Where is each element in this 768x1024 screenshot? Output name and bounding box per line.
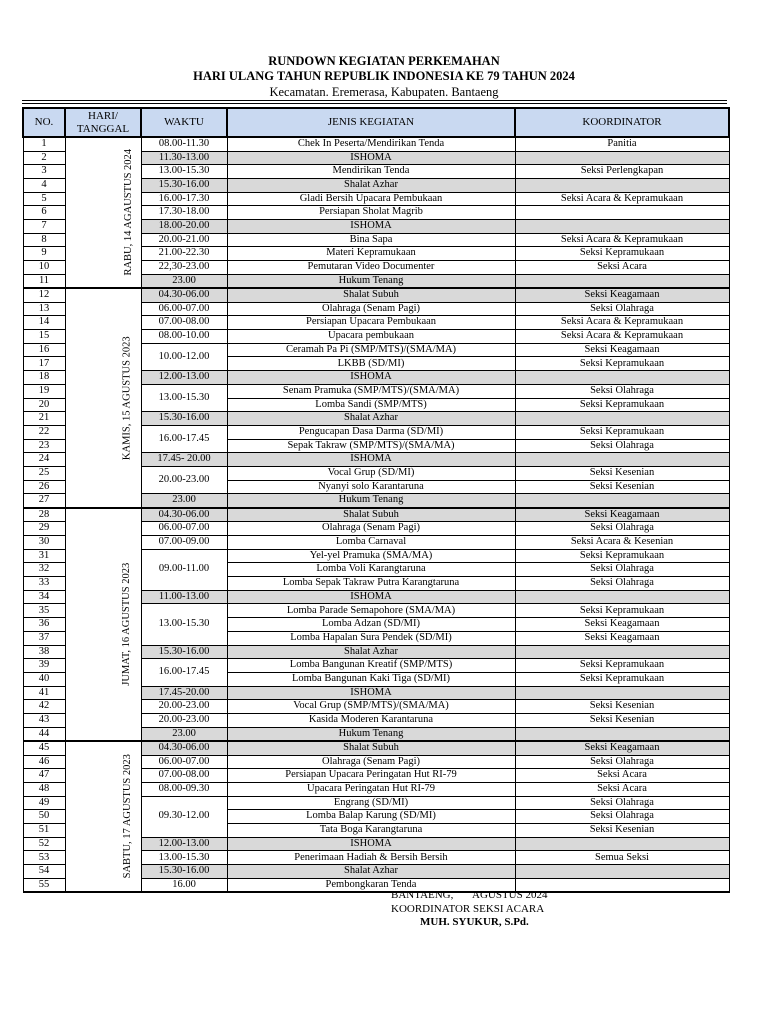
row-number: 13 — [23, 302, 65, 316]
activity-cell: Persiapan Upacara Pembukaan — [227, 316, 515, 330]
time-cell: 04.30-06.00 — [141, 508, 227, 522]
coordinator-cell: Seksi Acara — [515, 261, 729, 275]
activity-cell: Yel-yel Pramuka (SMA/MA) — [227, 549, 515, 563]
coordinator-cell — [515, 151, 729, 165]
coordinator-cell: Seksi Kepramukaan — [515, 549, 729, 563]
row-number: 51 — [23, 824, 65, 838]
activity-cell: Pemutaran Video Documenter — [227, 261, 515, 275]
activity-cell: ISHOMA — [227, 837, 515, 851]
coordinator-cell: Seksi Kesenian — [515, 466, 729, 480]
activity-cell: Pembongkaran Tenda — [227, 878, 515, 892]
activity-cell: Lomba Hapalan Sura Pendek (SD/MI) — [227, 631, 515, 645]
coordinator-cell: Seksi Kesenian — [515, 713, 729, 727]
row-number: 18 — [23, 371, 65, 385]
row-number: 21 — [23, 412, 65, 426]
time-cell: 20.00-23.00 — [141, 713, 227, 727]
row-number: 31 — [23, 549, 65, 563]
activity-cell: Olahraga (Senam Pagi) — [227, 755, 515, 769]
time-cell: 23.00 — [141, 494, 227, 508]
coordinator-cell: Seksi Kepramukaan — [515, 357, 729, 371]
coordinator-cell: Seksi Kepramukaan — [515, 659, 729, 673]
coordinator-cell — [515, 494, 729, 508]
activity-cell: Olahraga (Senam Pagi) — [227, 522, 515, 536]
row-number: 3 — [23, 165, 65, 179]
header-divider-top — [22, 100, 727, 101]
row-number: 22 — [23, 425, 65, 439]
row-number: 14 — [23, 316, 65, 330]
activity-cell: ISHOMA — [227, 219, 515, 233]
activity-cell: Lomba Parade Semapohore (SMA/MA) — [227, 604, 515, 618]
day-label: SABTU, 17 AGUSTUS 2023 — [121, 754, 133, 879]
activity-cell: Engrang (SD/MI) — [227, 796, 515, 810]
coordinator-cell: Seksi Olahraga — [515, 796, 729, 810]
row-number: 16 — [23, 343, 65, 357]
table-row — [23, 137, 729, 151]
activity-cell: Lomba Voli Karangtaruna — [227, 563, 515, 577]
coordinator-cell: Seksi Keagamaan — [515, 343, 729, 357]
time-cell: 06.00-07.00 — [141, 522, 227, 536]
coordinator-cell — [515, 219, 729, 233]
table-header-row — [23, 108, 729, 137]
coordinator-cell — [515, 837, 729, 851]
time-cell: 08.00-09.30 — [141, 783, 227, 797]
row-number: 28 — [23, 508, 65, 522]
time-cell: 13.00-15.30 — [141, 165, 227, 179]
signature-name: MUH. SYUKUR, S.Pd. — [420, 916, 529, 928]
row-number: 1 — [23, 137, 65, 151]
row-number: 15 — [23, 330, 65, 344]
time-cell: 15.30-16.00 — [141, 412, 227, 426]
activity-cell: ISHOMA — [227, 151, 515, 165]
activity-cell: Gladi Bersih Upacara Pembukaan — [227, 192, 515, 206]
time-cell: 16.00 — [141, 878, 227, 892]
activity-cell: Shalat Azhar — [227, 412, 515, 426]
coordinator-cell — [515, 727, 729, 741]
coordinator-cell: Seksi Kesenian — [515, 700, 729, 714]
header-divider-bottom — [22, 103, 727, 104]
row-number: 11 — [23, 274, 65, 288]
row-number: 52 — [23, 837, 65, 851]
activity-cell: Vocal Grup (SMP/MTS)/(SMA/MA) — [227, 700, 515, 714]
coordinator-cell: Seksi Keagamaan — [515, 288, 729, 302]
col-header-day: HARI/ TANGGAL — [65, 108, 141, 137]
time-cell: 16.00-17.30 — [141, 192, 227, 206]
row-number: 9 — [23, 247, 65, 261]
coordinator-cell: Seksi Kepramukaan — [515, 247, 729, 261]
row-number: 50 — [23, 810, 65, 824]
time-cell: 15.30-16.00 — [141, 865, 227, 879]
activity-cell: ISHOMA — [227, 371, 515, 385]
activity-cell: Persiapan Upacara Peringatan Hut RI-79 — [227, 769, 515, 783]
time-cell: 17.45-20.00 — [141, 686, 227, 700]
activity-cell: Hukum Tenang — [227, 727, 515, 741]
time-cell: 11.00-13.00 — [141, 590, 227, 604]
activity-cell: ISHOMA — [227, 686, 515, 700]
coordinator-cell — [515, 453, 729, 467]
activity-cell: Penerimaan Hadiah & Bersih Bersih — [227, 851, 515, 865]
time-cell: 17.45- 20.00 — [141, 453, 227, 467]
activity-cell: Pengucapan Dasa Darma (SD/MI) — [227, 425, 515, 439]
coordinator-cell: Seksi Acara & Kesenian — [515, 536, 729, 550]
activity-cell: Lomba Bangunan Kaki Tiga (SD/MI) — [227, 672, 515, 686]
coordinator-cell: Seksi Kesenian — [515, 824, 729, 838]
col-header-activity: JENIS KEGIATAN — [227, 108, 515, 137]
row-number: 35 — [23, 604, 65, 618]
table-row — [23, 508, 729, 522]
row-number: 32 — [23, 563, 65, 577]
time-cell: 04.30-06.00 — [141, 741, 227, 755]
activity-cell: Ceramah Pa Pi (SMP/MTS)/(SMA/MA) — [227, 343, 515, 357]
activity-cell: ISHOMA — [227, 453, 515, 467]
coordinator-cell: Seksi Perlengkapan — [515, 165, 729, 179]
time-cell: 07.00-08.00 — [141, 769, 227, 783]
coordinator-cell: Seksi Acara — [515, 769, 729, 783]
coordinator-cell — [515, 412, 729, 426]
coordinator-cell: Seksi Keagamaan — [515, 508, 729, 522]
time-cell: 13.00-15.30 — [141, 384, 227, 411]
time-cell: 07.00-08.00 — [141, 316, 227, 330]
row-number: 19 — [23, 384, 65, 398]
activity-cell: Kasida Moderen Karantaruna — [227, 713, 515, 727]
time-cell: 20.00-21.00 — [141, 233, 227, 247]
activity-cell: Vocal Grup (SD/MI) — [227, 466, 515, 480]
coordinator-cell: Seksi Olahraga — [515, 384, 729, 398]
row-number: 17 — [23, 357, 65, 371]
time-cell: 23.00 — [141, 727, 227, 741]
activity-cell: Sepak Takraw (SMP/MTS)/(SMA/MA) — [227, 439, 515, 453]
time-cell: 15.30-16.00 — [141, 178, 227, 192]
coordinator-cell: Seksi Keagamaan — [515, 741, 729, 755]
activity-cell: Lomba Adzan (SD/MI) — [227, 618, 515, 632]
activity-cell: ISHOMA — [227, 590, 515, 604]
row-number: 5 — [23, 192, 65, 206]
activity-cell: Materi Kepramukaan — [227, 247, 515, 261]
activity-cell: Shalat Azhar — [227, 178, 515, 192]
row-number: 37 — [23, 631, 65, 645]
day-label: RABU, 14 AGAUSTUS 2024 — [122, 149, 134, 276]
time-cell: 13.00-15.30 — [141, 851, 227, 865]
time-cell: 07.00-09.00 — [141, 536, 227, 550]
day-cell — [65, 288, 141, 508]
coordinator-cell: Seksi Keagamaan — [515, 631, 729, 645]
coordinator-cell: Seksi Keagamaan — [515, 618, 729, 632]
table-row — [23, 741, 729, 755]
activity-cell: Nyanyi solo Karantaruna — [227, 480, 515, 494]
coordinator-cell: Seksi Kepramukaan — [515, 398, 729, 412]
row-number: 23 — [23, 439, 65, 453]
coordinator-cell: Seksi Acara & Kepramukaan — [515, 330, 729, 344]
coordinator-cell: Seksi Olahraga — [515, 302, 729, 316]
coordinator-cell: Seksi Acara & Kepramukaan — [515, 192, 729, 206]
col-header-no: NO. — [23, 108, 65, 137]
time-cell: 09.00-11.00 — [141, 549, 227, 590]
activity-cell: LKBB (SD/MI) — [227, 357, 515, 371]
time-cell: 06.00-07.00 — [141, 302, 227, 316]
activity-cell: Shalat Azhar — [227, 645, 515, 659]
row-number: 44 — [23, 727, 65, 741]
row-number: 25 — [23, 466, 65, 480]
row-number: 45 — [23, 741, 65, 755]
activity-cell: Olahraga (Senam Pagi) — [227, 302, 515, 316]
time-cell: 20.00-23.00 — [141, 700, 227, 714]
coordinator-cell: Seksi Olahraga — [515, 755, 729, 769]
row-number: 30 — [23, 536, 65, 550]
signature-role: KOORDINATOR SEKSI ACARA — [391, 903, 545, 915]
coordinator-cell: Seksi Kepramukaan — [515, 604, 729, 618]
document-location: Kecamatan. Eremerasa, Kabupaten. Bantaeng — [269, 85, 499, 99]
day-cell — [65, 508, 141, 741]
coordinator-cell — [515, 865, 729, 879]
table-row — [23, 288, 729, 302]
activity-cell: Senam Pramuka (SMP/MTS)/(SMA/MA) — [227, 384, 515, 398]
coordinator-cell — [515, 645, 729, 659]
time-cell: 13.00-15.30 — [141, 604, 227, 645]
time-cell: 11.30-13.00 — [141, 151, 227, 165]
row-number: 2 — [23, 151, 65, 165]
activity-cell: Shalat Azhar — [227, 865, 515, 879]
row-number: 49 — [23, 796, 65, 810]
row-number: 54 — [23, 865, 65, 879]
coordinator-cell — [515, 686, 729, 700]
coordinator-cell: Seksi Olahraga — [515, 563, 729, 577]
col-header-time: WAKTU — [141, 108, 227, 137]
day-cell — [65, 137, 141, 288]
time-cell: 23.00 — [141, 274, 227, 288]
activity-cell: Tata Boga Karangtaruna — [227, 824, 515, 838]
row-number: 43 — [23, 713, 65, 727]
col-header-coordinator: KOORDINATOR — [515, 108, 729, 137]
activity-cell: Mendirikan Tenda — [227, 165, 515, 179]
row-number: 33 — [23, 577, 65, 591]
coordinator-cell: Seksi Olahraga — [515, 522, 729, 536]
signature-place-date: BANTAENG, AGUSTUS 2024 — [391, 889, 548, 901]
activity-cell: Hukum Tenang — [227, 274, 515, 288]
coordinator-cell: Seksi Acara — [515, 783, 729, 797]
activity-cell: Lomba Carnaval — [227, 536, 515, 550]
row-number: 53 — [23, 851, 65, 865]
activity-cell: Upacara pembukaan — [227, 330, 515, 344]
activity-cell: Chek In Peserta/Mendirikan Tenda — [227, 137, 515, 151]
row-number: 46 — [23, 755, 65, 769]
document-title: RUNDOWN KEGIATAN PERKEMAHAN — [268, 54, 500, 68]
activity-cell: Bina Sapa — [227, 233, 515, 247]
coordinator-cell — [515, 178, 729, 192]
time-cell: 18.00-20.00 — [141, 219, 227, 233]
coordinator-cell — [515, 590, 729, 604]
activity-cell: Shalat Subuh — [227, 741, 515, 755]
coordinator-cell: Seksi Acara & Kepramukaan — [515, 316, 729, 330]
coordinator-cell — [515, 206, 729, 220]
row-number: 48 — [23, 783, 65, 797]
row-number: 24 — [23, 453, 65, 467]
coordinator-cell: Semua Seksi — [515, 851, 729, 865]
row-number: 12 — [23, 288, 65, 302]
time-cell: 21.00-22.30 — [141, 247, 227, 261]
activity-cell: Shalat Subuh — [227, 508, 515, 522]
coordinator-cell: Seksi Kesenian — [515, 480, 729, 494]
time-cell: 08.00-10.00 — [141, 330, 227, 344]
row-number: 47 — [23, 769, 65, 783]
time-cell: 17.30-18.00 — [141, 206, 227, 220]
time-cell: 10.00-12.00 — [141, 343, 227, 370]
row-number: 20 — [23, 398, 65, 412]
coordinator-cell: Panitia — [515, 137, 729, 151]
coordinator-cell — [515, 371, 729, 385]
row-number: 4 — [23, 178, 65, 192]
row-number: 39 — [23, 659, 65, 673]
row-number: 8 — [23, 233, 65, 247]
activity-cell: Upacara Peringatan Hut RI-79 — [227, 783, 515, 797]
row-number: 26 — [23, 480, 65, 494]
coordinator-cell: Seksi Acara & Kepramukaan — [515, 233, 729, 247]
table-body — [23, 137, 729, 892]
coordinator-cell: Seksi Kepramukaan — [515, 672, 729, 686]
row-number: 42 — [23, 700, 65, 714]
rundown-table — [22, 107, 730, 893]
day-cell — [65, 741, 141, 892]
day-label: JUMAT, 16 AGUSTUS 2023 — [120, 563, 132, 686]
row-number: 7 — [23, 219, 65, 233]
activity-cell: Lomba Sepak Takraw Putra Karangtaruna — [227, 577, 515, 591]
coordinator-cell: Seksi Olahraga — [515, 810, 729, 824]
time-cell: 15.30-16.00 — [141, 645, 227, 659]
time-cell: 06.00-07.00 — [141, 755, 227, 769]
row-number: 34 — [23, 590, 65, 604]
time-cell: 08.00-11.30 — [141, 137, 227, 151]
time-cell: 12.00-13.00 — [141, 371, 227, 385]
row-number: 40 — [23, 672, 65, 686]
time-cell: 04.30-06.00 — [141, 288, 227, 302]
row-number: 29 — [23, 522, 65, 536]
day-label: KAMIS, 15 AGUSTUS 2023 — [121, 336, 133, 460]
row-number: 38 — [23, 645, 65, 659]
activity-cell: Lomba Bangunan Kreatif (SMP/MTS) — [227, 659, 515, 673]
activity-cell: Lomba Sandi (SMP/MTS) — [227, 398, 515, 412]
row-number: 36 — [23, 618, 65, 632]
time-cell: 22,30-23.00 — [141, 261, 227, 275]
activity-cell: Persiapan Sholat Magrib — [227, 206, 515, 220]
time-cell: 12.00-13.00 — [141, 837, 227, 851]
row-number: 6 — [23, 206, 65, 220]
activity-cell: Hukum Tenang — [227, 494, 515, 508]
activity-cell: Shalat Subuh — [227, 288, 515, 302]
row-number: 41 — [23, 686, 65, 700]
time-cell: 09.30-12.00 — [141, 796, 227, 837]
document-subtitle: HARI ULANG TAHUN REPUBLIK INDONESIA KE 79 TAHUN 2024 — [193, 69, 575, 83]
coordinator-cell: Seksi Olahraga — [515, 577, 729, 591]
coordinator-cell: Seksi Olahraga — [515, 439, 729, 453]
coordinator-cell: Seksi Kepramukaan — [515, 425, 729, 439]
row-number: 27 — [23, 494, 65, 508]
row-number: 10 — [23, 261, 65, 275]
row-number: 55 — [23, 878, 65, 892]
time-cell: 20.00-23.00 — [141, 466, 227, 493]
time-cell: 16.00-17.45 — [141, 659, 227, 686]
coordinator-cell — [515, 274, 729, 288]
activity-cell: Lomba Balap Karung (SD/MI) — [227, 810, 515, 824]
time-cell: 16.00-17.45 — [141, 425, 227, 452]
